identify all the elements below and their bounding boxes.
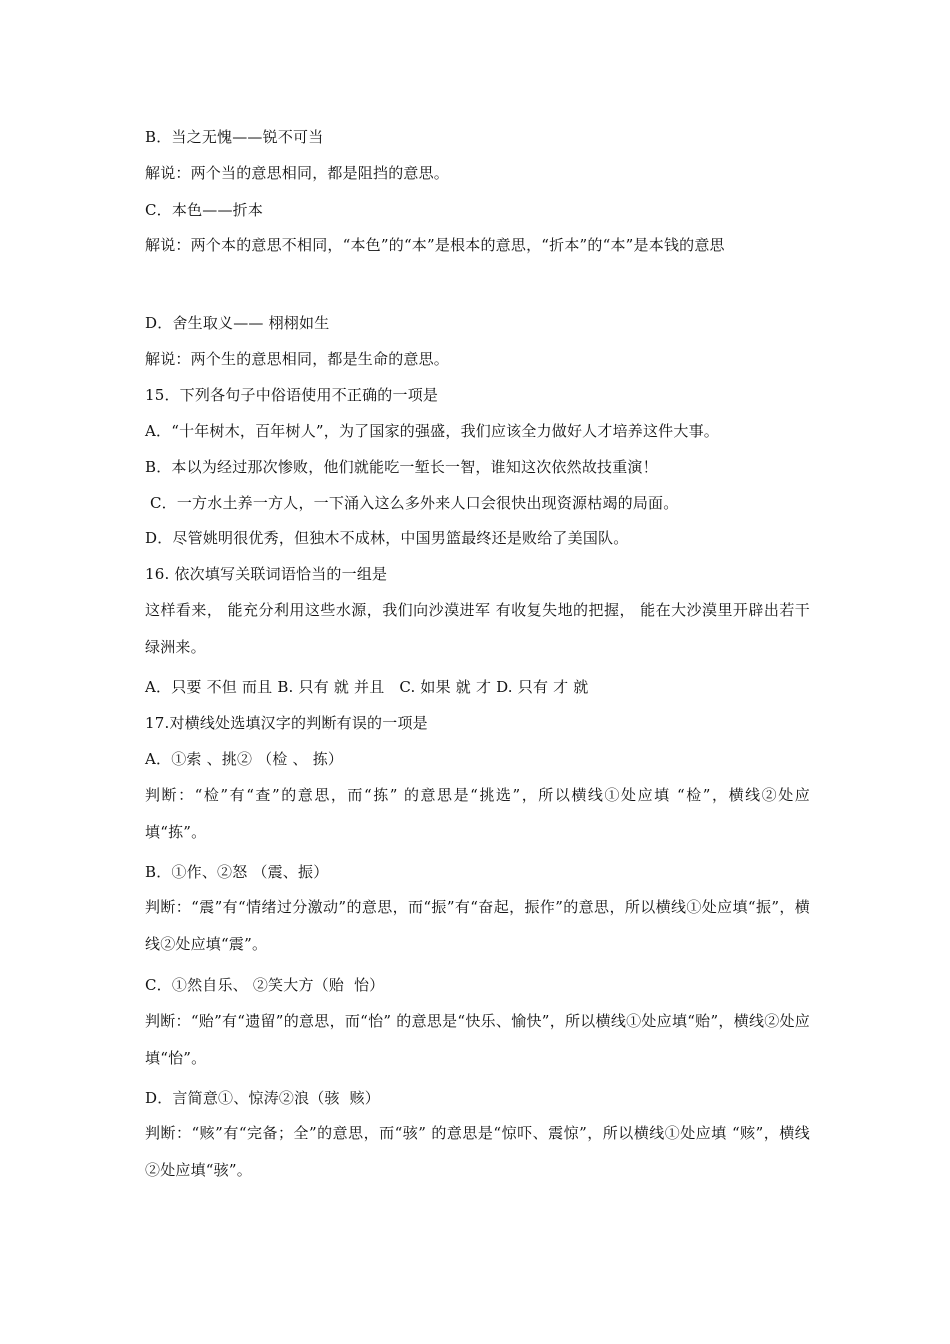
explanation-b: 解说：两个当的意思相同，都是阻挡的意思。 <box>145 164 450 182</box>
option-b-text: B．当之无愧——锐不可当 <box>145 128 324 146</box>
q17-option-d: D．言简意①、惊涛②浪（骇 赅） <box>145 1089 380 1107</box>
question-16: 16. 依次填写关联词语恰当的一组是 <box>145 565 388 583</box>
q17-option-c: C．①然自乐、 ②笑大方（贻 怡） <box>145 976 385 994</box>
q17-judgment-d: 判断：“赅”有“完备；全”的意思，而“骇” 的意思是“惊吓、震惊”，所以横线①处应填 “赅”，横线②处应填“骇”。 <box>145 1124 810 1179</box>
q15-option-d: D．尽管姚明很优秀，但独木不成林，中国男篮最终还是败给了美国队。 <box>145 529 629 547</box>
question-17: 17.对横线处选填汉字的判断有误的一项是 <box>145 714 428 732</box>
q17-judgment-b: 判断：“震”有“情绪过分激动”的意思，而“振”有“奋起，振作”的意思，所以横线①处应填“振”，横线②处应填“震”。 <box>145 898 810 953</box>
explanation-c: 解说：两个本的意思不相同，“本色”的“本”是根本的意思，“折本”的“本”是本钱的意思 <box>145 236 725 254</box>
q16-options: A．只要 不但 而且 B. 只有 就 并且 C. 如果 就 才 D. 只有 才 就 <box>145 678 589 696</box>
option-d-text: D．舍生取义—— 栩栩如生 <box>145 314 330 332</box>
q16-passage: 这样看来， 能充分利用这些水源，我们向沙漠进军 有收复失地的把握， 能在大沙漠里开辟出若干绿洲来。 <box>145 601 810 656</box>
q15-option-a: A．“十年树木，百年树人”，为了国家的强盛，我们应该全力做好人才培养这件大事。 <box>145 422 719 440</box>
explanation-d: 解说：两个生的意思相同，都是生命的意思。 <box>145 350 450 368</box>
q17-judgment-a: 判断：“检”有“查”的意思，而“拣” 的意思是“挑选”，所以横线①处应填 “检”，横线②处应填“拣”。 <box>145 786 810 841</box>
question-15: 15．下列各句子中俗语使用不正确的一项是 <box>145 386 439 404</box>
q17-option-a: A．①索 、挑② （检 、 拣） <box>145 750 344 768</box>
q17-option-b: B．①作、②怒 （震、振） <box>145 863 329 881</box>
q17-judgment-c: 判断：“贻”有“遗留”的意思，而“怡” 的意思是“快乐、愉快”，所以横线①处应填“贻”，横线②处应填“怡”。 <box>145 1012 810 1067</box>
q15-option-b: B．本以为经过那次惨败，他们就能吃一堑长一智，谁知这次依然故技重演！ <box>145 458 658 476</box>
q15-option-c: C．一方水土养一方人，一下涌入这么多外来人口会很快出现资源枯竭的局面。 <box>145 494 679 512</box>
option-c-text: C．本色——折本 <box>145 201 264 219</box>
